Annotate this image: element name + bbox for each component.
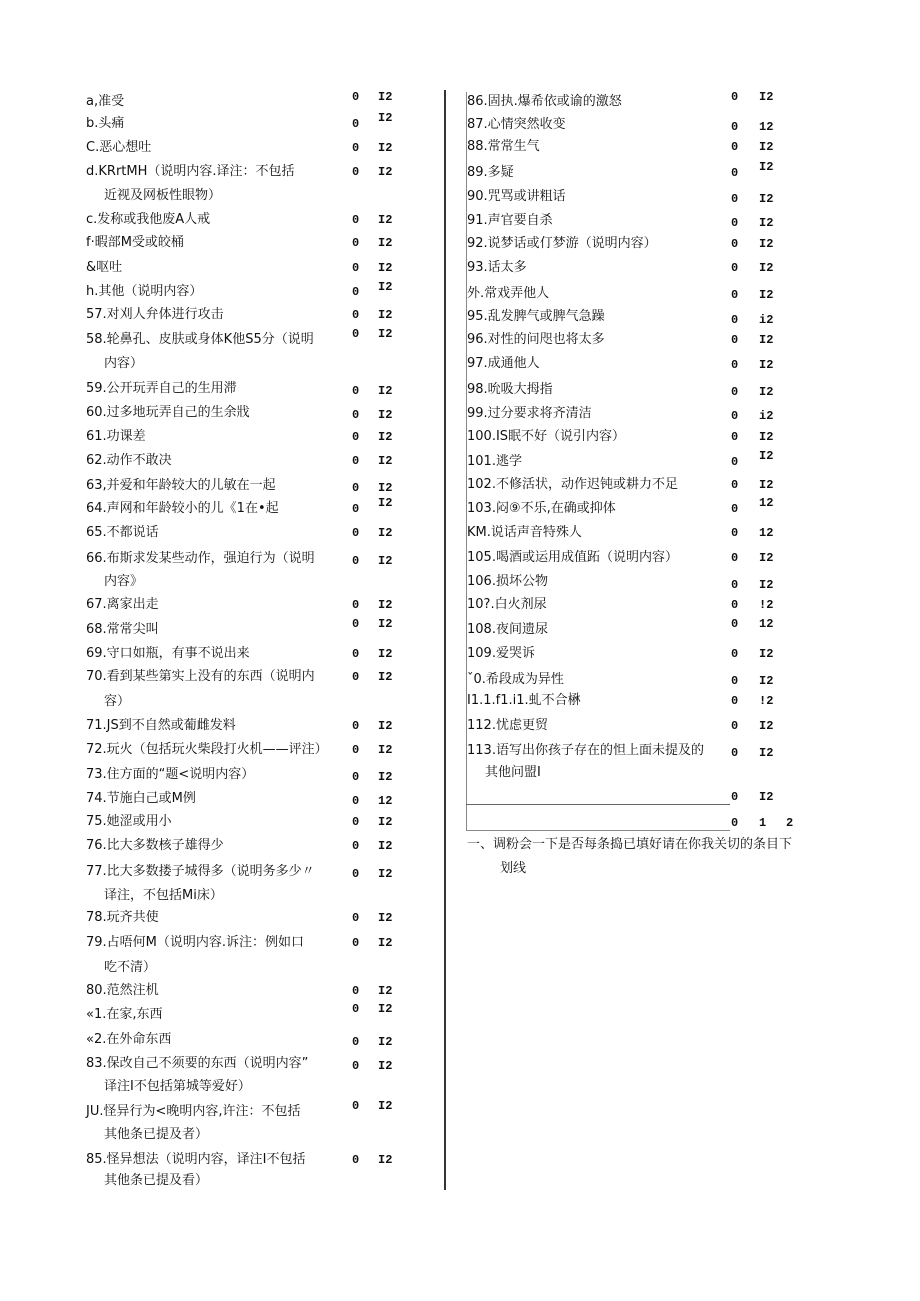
item-text: 72.玩火（包括玩火柴段打火机——评注） (86, 742, 328, 757)
item-text-continued: 吃不清） (104, 960, 157, 975)
score-option-0[interactable]: 0 (352, 1059, 360, 1073)
score-option-0[interactable]: 0 (352, 90, 360, 104)
item-text: 113.语写出你孩子存在的怛上面未提及的 (467, 743, 704, 758)
score-option-12[interactable]: I2 (378, 327, 393, 341)
score-option-12[interactable]: I2 (378, 984, 393, 998)
score-option-12[interactable]: I2 (759, 358, 774, 372)
score-option-0[interactable]: 0 (352, 408, 360, 422)
score-option-12[interactable]: I2 (378, 430, 393, 444)
score-option-12[interactable]: I2 (378, 261, 393, 275)
score-option-12[interactable]: I2 (378, 408, 393, 422)
score-option-12[interactable]: I2 (759, 216, 774, 230)
score-option-12[interactable]: I2 (378, 496, 393, 510)
score-option-12[interactable]: I2 (378, 213, 393, 227)
item-text: h.其他（说明内容） (86, 284, 203, 299)
item-text-continued: 内容） (104, 356, 144, 371)
score-option-12[interactable]: 12 (759, 617, 774, 631)
score-option-12[interactable]: I2 (759, 719, 774, 733)
item-text: 57.对刈人弁体进行攻击 (86, 307, 224, 322)
item-text: 105.喝酒或运用成值跖（说明内容） (467, 550, 678, 565)
item-text: 93.话太多 (467, 260, 527, 275)
score-option-0[interactable]: 0 (731, 455, 739, 469)
item-text: 61.功课差 (86, 429, 146, 444)
item-text: 69.守口如瓶，有事不说出来 (86, 646, 250, 661)
item-text: 83.保改自己不须要的东西（说明内容” (86, 1056, 309, 1071)
score-option-0[interactable]: 0 (731, 216, 739, 230)
item-text: 76.比大多数核子雄得少 (86, 838, 224, 853)
score-option-0[interactable]: 0 (731, 237, 739, 251)
score-option-12[interactable]: I2 (378, 911, 393, 925)
score-option-12[interactable]: I2 (378, 481, 393, 495)
item-text-continued: 其他条已提及者） (104, 1127, 209, 1142)
score-option-0[interactable]: 0 (731, 617, 739, 631)
item-text: 102.不修活状，动作迟钝或耕力不足 (467, 477, 678, 492)
score-option-0[interactable]: 0 (352, 481, 360, 495)
score-option-0[interactable]: 0 (352, 430, 360, 444)
item-text: 96.对性的问咫也将太多 (467, 332, 605, 347)
item-text: 108.夜间遗尿 (467, 622, 548, 637)
score-option-0[interactable]: 0 (352, 526, 360, 540)
score-option-0[interactable]: 0 (352, 236, 360, 250)
score-option-12[interactable]: i2 (759, 313, 774, 327)
score-option-12[interactable]: I2 (759, 288, 774, 302)
item-text: f·暇部M受或皎桶 (86, 235, 184, 250)
score-option-0[interactable]: 0 (731, 192, 739, 206)
item-text: 95.乱发脾气或脾气急躁 (467, 309, 605, 324)
score-option-0[interactable]: 0 (352, 670, 360, 684)
score-option-0[interactable]: 0 (731, 674, 739, 688)
score-option-0[interactable]: 0 (352, 502, 360, 516)
item-text: 91.声官要自杀 (467, 213, 553, 228)
score-option-0[interactable]: 0 (731, 409, 739, 423)
score-option-0[interactable]: 0 (352, 617, 360, 631)
score-option-12[interactable]: I2 (759, 578, 774, 592)
score-option-0[interactable]: 0 (352, 936, 360, 950)
score-option-0[interactable]: 0 (352, 554, 360, 568)
blank-row-score-0[interactable]: 0 (731, 790, 739, 804)
item-text: d.KRrtMH（说明内容.译注：不包括 (86, 164, 295, 179)
final-score-0: 0 (731, 816, 739, 830)
score-option-12[interactable]: I2 (378, 1153, 393, 1167)
item-text: 71.JS到不自然或葡雌发料 (86, 718, 236, 733)
score-option-12[interactable]: I2 (759, 90, 774, 104)
score-option-0[interactable]: 0 (731, 261, 739, 275)
item-text: 80.范然注机 (86, 983, 159, 998)
blank-row-score-12[interactable]: I2 (759, 790, 774, 804)
item-text: 75.她涩或用小 (86, 814, 172, 829)
item-text: 65.不都说话 (86, 525, 159, 540)
score-option-0[interactable]: 0 (352, 1035, 360, 1049)
score-option-12[interactable]: I2 (378, 554, 393, 568)
item-text-continued: 译注，不包括Mi床） (104, 888, 223, 903)
item-text: 63,并爱和年龄较大的儿敏在一起 (86, 478, 276, 493)
item-text: 86.固执.爆希依或谕的激怒 (467, 94, 622, 109)
item-text: «1.在家,东西 (86, 1007, 163, 1022)
final-score-2: 2 (786, 816, 794, 830)
score-option-0[interactable]: 0 (352, 794, 360, 808)
item-text: 97.成通他人 (467, 356, 540, 371)
score-option-12[interactable]: I2 (378, 280, 393, 294)
item-text: 99.过分要求将齐清洁 (467, 406, 592, 421)
score-option-12[interactable]: I2 (378, 526, 393, 540)
item-text-continued: 其他条已提及看） (104, 1173, 209, 1188)
score-option-12[interactable]: I2 (378, 141, 393, 155)
item-text: 98.吮吸大拇指 (467, 382, 553, 397)
item-text: 67.离家出走 (86, 597, 159, 612)
item-text: b.头痛 (86, 116, 125, 131)
item-text: &呕吐 (86, 260, 123, 275)
item-text: 78.玩齐共使 (86, 910, 159, 925)
score-option-12[interactable]: I2 (759, 385, 774, 399)
score-option-12[interactable]: I2 (378, 308, 393, 322)
score-option-12[interactable]: i2 (759, 409, 774, 423)
item-text: 88.常常生气 (467, 139, 540, 154)
item-text: 77.比大多数搂子城得多（说明务多少〃 (86, 864, 315, 879)
item-text: 79.占唔何M（说明内容.诉注：例如口 (86, 935, 305, 950)
score-option-12[interactable]: I2 (378, 867, 393, 881)
score-option-12[interactable]: I2 (759, 674, 774, 688)
score-option-12[interactable]: I2 (378, 839, 393, 853)
item-text: 87.心情突然收变 (467, 117, 566, 132)
item-text: 101.逃学 (467, 454, 522, 469)
score-option-12[interactable]: I2 (759, 430, 774, 444)
item-text: 66.布斯求发某些动作，强迫行为（说明 (86, 551, 315, 566)
score-option-12[interactable]: I2 (378, 815, 393, 829)
item-text: 89.多疑 (467, 165, 514, 180)
score-option-0[interactable]: 0 (731, 358, 739, 372)
item-text: 73.住方面的“题<说明内容） (86, 767, 255, 782)
score-option-12[interactable]: 12 (378, 794, 393, 808)
score-option-0[interactable]: 0 (352, 719, 360, 733)
note-line-1: 一、调粉会一下是否每条捣已填好请在你我关切的条目下 (467, 837, 793, 852)
score-option-12[interactable]: I2 (759, 333, 774, 347)
right-box-bottom-border (466, 830, 730, 831)
score-option-0[interactable]: 0 (352, 743, 360, 757)
score-option-0[interactable]: 0 (352, 261, 360, 275)
score-option-0[interactable]: 0 (731, 313, 739, 327)
score-option-12[interactable]: I2 (759, 478, 774, 492)
score-option-12[interactable]: !2 (759, 694, 774, 708)
score-option-12[interactable]: I2 (759, 192, 774, 206)
score-option-12[interactable]: I2 (378, 1099, 393, 1113)
score-option-12[interactable]: I2 (759, 160, 774, 174)
score-option-12[interactable]: I2 (759, 261, 774, 275)
score-option-12[interactable]: I2 (378, 670, 393, 684)
score-option-12[interactable]: I2 (378, 1059, 393, 1073)
item-text-continued: 内容》 (104, 574, 144, 589)
item-text: C.恶心想吐 (86, 140, 152, 155)
score-option-0[interactable]: 0 (352, 867, 360, 881)
item-text-continued: 近视及网板性眼物） (104, 188, 222, 203)
score-option-12[interactable]: I2 (378, 598, 393, 612)
item-text: 10?.白火剂尿 (467, 597, 547, 612)
score-option-12[interactable]: 12 (759, 496, 774, 510)
score-option-0[interactable]: 0 (352, 598, 360, 612)
score-option-0[interactable]: 0 (731, 578, 739, 592)
blank-answer-line (466, 804, 730, 805)
item-text: 59.公开玩弄自己的生用滞 (86, 381, 237, 396)
column-divider (444, 90, 446, 1190)
item-text: 64.声网和年龄较小的儿《1在•起 (86, 501, 279, 516)
score-option-0[interactable]: 0 (352, 770, 360, 784)
final-score-1: 1 (759, 816, 767, 830)
score-option-12[interactable]: I2 (378, 743, 393, 757)
score-option-12[interactable]: I2 (378, 719, 393, 733)
score-option-12[interactable]: I2 (378, 936, 393, 950)
score-option-0[interactable]: 0 (352, 384, 360, 398)
score-option-12[interactable]: I2 (378, 1002, 393, 1016)
score-option-0[interactable]: 0 (352, 815, 360, 829)
score-option-0[interactable]: 0 (352, 213, 360, 227)
item-text: 62.动作不敢决 (86, 453, 172, 468)
score-option-12[interactable]: 12 (759, 120, 774, 134)
score-option-0[interactable]: 0 (352, 911, 360, 925)
score-option-0[interactable]: 0 (731, 166, 739, 180)
score-option-12[interactable]: I2 (378, 454, 393, 468)
score-option-0[interactable]: 0 (731, 333, 739, 347)
item-text: «2.在外命东西 (86, 1032, 172, 1047)
item-text: JU.怪异行为<晚明内容,许注：不包括 (86, 1104, 301, 1119)
item-text: c.发称或我他废A人戒 (86, 212, 211, 227)
item-text: ˇ0.希段成为异性 (467, 672, 564, 687)
score-option-12[interactable]: I2 (759, 237, 774, 251)
score-option-0[interactable]: 0 (731, 719, 739, 733)
item-text: KM.说话声音特殊人 (467, 525, 582, 540)
score-option-0[interactable]: 0 (731, 526, 739, 540)
score-option-0[interactable]: 0 (352, 984, 360, 998)
score-option-0[interactable]: 0 (352, 839, 360, 853)
score-option-0[interactable]: 0 (731, 694, 739, 708)
note-line-2: 划线 (500, 861, 527, 876)
score-option-12[interactable]: I2 (378, 165, 393, 179)
item-text: 90.咒骂或讲粗话 (467, 189, 566, 204)
score-option-0[interactable]: 0 (352, 117, 360, 131)
item-text: 85.怪异想法（说明内容，译注I不包括 (86, 1152, 306, 1167)
score-option-12[interactable]: I2 (378, 236, 393, 250)
score-option-0[interactable]: 0 (731, 502, 739, 516)
item-text: 106.损坏公物 (467, 574, 548, 589)
item-text: I1.1.f1.i1.虬不合楙 (467, 693, 581, 708)
score-option-12[interactable]: I2 (759, 551, 774, 565)
item-text: 100.IS眠不好（说引内容） (467, 429, 626, 444)
item-text: 68.常常尖叫 (86, 622, 159, 637)
item-text: 109.爱哭诉 (467, 646, 535, 661)
score-option-12[interactable]: I2 (378, 647, 393, 661)
score-option-0[interactable]: 0 (352, 308, 360, 322)
item-text: 58.轮鼻孔、皮肤或身体K他S5分（说明 (86, 332, 314, 347)
score-option-0[interactable]: 0 (731, 140, 739, 154)
score-option-12[interactable]: I2 (759, 140, 774, 154)
score-option-0[interactable]: 0 (352, 1099, 360, 1113)
score-option-0[interactable]: 0 (731, 120, 739, 134)
score-option-12[interactable]: I2 (759, 449, 774, 463)
score-option-12[interactable]: I2 (378, 617, 393, 631)
score-option-0[interactable]: 0 (731, 478, 739, 492)
score-option-0[interactable]: 0 (352, 1002, 360, 1016)
score-option-12[interactable]: I2 (759, 746, 774, 760)
item-text: 92.说梦话或仃梦游（说明内容） (467, 236, 657, 251)
score-option-0[interactable]: 0 (352, 327, 360, 341)
score-option-0[interactable]: 0 (731, 288, 739, 302)
item-text: 70.看到某些第实上没有的东西（说明内 (86, 669, 315, 684)
score-option-0[interactable]: 0 (731, 551, 739, 565)
score-option-0[interactable]: 0 (352, 165, 360, 179)
score-option-0[interactable]: 0 (731, 90, 739, 104)
score-option-0[interactable]: 0 (352, 285, 360, 299)
item-text: 112.忧虑更贸 (467, 718, 548, 733)
score-option-12[interactable]: I2 (378, 384, 393, 398)
score-option-12[interactable]: I2 (378, 90, 393, 104)
item-text: 103.闷⑨不乐,在确或抑体 (467, 501, 616, 516)
score-option-12[interactable]: !2 (759, 598, 774, 612)
score-option-0[interactable]: 0 (731, 746, 739, 760)
score-option-0[interactable]: 0 (352, 141, 360, 155)
item-text: 60.过多地玩弄自己的生余戕 (86, 405, 250, 420)
score-option-12[interactable]: I2 (378, 111, 393, 125)
score-option-0[interactable]: 0 (352, 454, 360, 468)
item-text-continued: 容） (104, 694, 131, 709)
score-option-0[interactable]: 0 (731, 647, 739, 661)
score-option-12[interactable]: 12 (759, 526, 774, 540)
score-option-12[interactable]: I2 (378, 1035, 393, 1049)
item-text: 外.常戏弄他人 (467, 286, 550, 301)
score-option-0[interactable]: 0 (731, 430, 739, 444)
item-text: a,准受 (86, 94, 125, 109)
score-option-12[interactable]: I2 (759, 647, 774, 661)
item-text-continued: 其他问盟I (485, 765, 541, 780)
score-option-0[interactable]: 0 (352, 647, 360, 661)
score-option-0[interactable]: 0 (731, 598, 739, 612)
score-option-0[interactable]: 0 (352, 1153, 360, 1167)
item-text-continued: 译注I不包括第城等爱好） (104, 1079, 251, 1094)
score-option-0[interactable]: 0 (731, 385, 739, 399)
score-option-12[interactable]: I2 (378, 770, 393, 784)
item-text: 74.节施白己或M例 (86, 791, 196, 806)
